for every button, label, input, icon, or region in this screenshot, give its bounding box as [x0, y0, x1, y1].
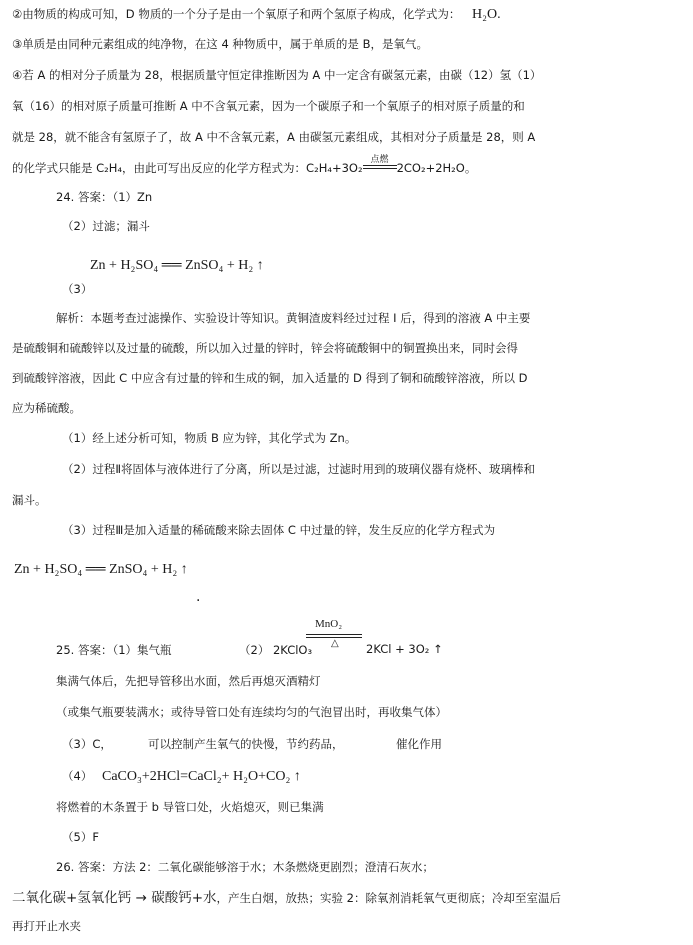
- answer-25-4: （4） CaCO₃+2HCl=CaCl₂+ H₂O+CO₂ ↑: [62, 769, 301, 784]
- heat-symbol: △: [331, 638, 339, 649]
- answer-25-2-lhs: （2） 2KClO₃: [239, 643, 313, 657]
- word-equation: 二氧化碳+氢氧化钙 → 碳酸钙+水: [12, 890, 217, 906]
- text-line: 漏斗。: [12, 493, 47, 507]
- catalyst-label: MnO₂: [315, 618, 343, 630]
- text: 的化学式只能是 C₂H₄，由此可写出反应的化学方程式为：C₂H₄+3O₂: [12, 161, 363, 175]
- formula-h2o: H₂O: [471, 7, 498, 22]
- text-line: 二氧化碳+氢氧化钙 → 碳酸钙+水，产生白烟，放热；实验 2：除氧剂消耗氧气更彻底；冷却至室温后: [12, 890, 561, 906]
- answer-24-2: （2）过滤；漏斗: [62, 219, 150, 233]
- answer-25-3: （3）C，: [62, 737, 112, 751]
- text-line: 将燃着的木条置于 b 导管口处，火焰熄灭，则已集满: [56, 800, 324, 814]
- text-line: ②由物质的构成可知，D 物质的一个分子是由一个氧原子和两个氢原子构成，化学式为： H₂O.: [12, 7, 501, 22]
- text-line: 氧（16）的相对原子质量可推断 A 中不含氧元素，因为一个碳原子和一个氧原子的相对原子质量的和: [12, 99, 525, 113]
- answer-26: 26. 答案：方法 2：二氧化碳能够溶于水；木条燃烧更剧烈；澄清石灰水；: [56, 860, 434, 874]
- text-line: （2）过程Ⅱ将固体与液体进行了分离，所以是过滤，过滤时用到的玻璃仪器有烧杯、玻璃棒和: [62, 462, 535, 476]
- equation-bar: [306, 634, 362, 635]
- answer-25-2-rhs: 2KCl + 3O₂ ↑: [366, 642, 443, 656]
- answer-25-1: 25. 答案：（1）集气瓶: [56, 643, 172, 657]
- answer-24-1: 24. 答案：（1）Zn: [56, 190, 153, 204]
- text-line: （1）经上述分析可知，物质 B 应为锌，其化学式为 Zn。: [62, 431, 357, 445]
- answer-25-3-reason: 可以控制产生氧气的快慢，节约药品，: [148, 737, 344, 751]
- text-line: 就是 28，就不能含有氢原子了，故 A 中不含氧元素，A 由碳氢元素组成，其相对分子质量是 28，则 A: [12, 130, 536, 144]
- equals-sign: ══: [85, 562, 106, 577]
- text-line: 应为稀硫酸。: [12, 401, 81, 415]
- reaction-condition: 点燃: [363, 160, 397, 174]
- text-line: （或集气瓶要装满水；或待导管口处有连续均匀的气泡冒出时，再收集气体）: [56, 705, 447, 719]
- text-line: 再打开止水夹: [12, 919, 81, 933]
- text-line: 解析：本题考查过滤操作、实验设计等知识。黄铜渣废料经过过程 I 后，得到的溶液 A 中主要: [56, 311, 531, 325]
- equation-zn-h2so4: Zn + H₂SO₄ ══ ZnSO₄ + H₂ ↑: [90, 258, 264, 273]
- period-dot: .: [196, 589, 201, 605]
- text-line: [12, 155, 477, 176]
- formula-caco3: CaCO₃+2HCl=CaCl₂+ H₂O+CO₂ ↑: [101, 769, 301, 784]
- answer-24-3: （3）: [62, 282, 93, 296]
- equals-sign: ══: [161, 258, 182, 273]
- text-line: 到硫酸锌溶液，因此 C 中应含有过量的锌和生成的铜，加入适量的 D 得到了铜和硫酸锌溶液，所以 D: [12, 371, 528, 385]
- text-line: 是硫酸铜和硫酸锌以及过量的硫酸，所以加入过量的锌时，锌会将硫酸铜中的铜置换出来，同时会得: [12, 341, 518, 355]
- equation-zn-h2so4-2: Zn + H₂SO₄ ══ ZnSO₄ + H₂ ↑: [14, 562, 188, 577]
- text-line: 集满气体后，先把导管移出水面，然后再熄灭酒精灯: [56, 674, 321, 688]
- text: ②由物质的构成可知，D 物质的一个分子是由一个氧原子和两个氢原子构成，化学式为：: [12, 7, 461, 21]
- text-line: （3）过程Ⅲ是加入适量的稀硫酸来除去固体 C 中过量的锌，发生反应的化学方程式为: [62, 523, 496, 537]
- formula-products: 2CO₂+2H₂O。: [396, 161, 477, 175]
- answer-25-3-role: 催化作用: [396, 737, 442, 751]
- text-line: ④若 A 的相对分子质量为 28，根据质量守恒定律推断因为 A 中一定含有碳氢元素，由碳（12）氢（1）: [12, 68, 542, 82]
- answer-25-5: （5）F: [62, 830, 99, 844]
- text-line: ③单质是由同种元素组成的纯净物，在这 4 种物质中，属于单质的是 B，是氧气。: [12, 37, 428, 51]
